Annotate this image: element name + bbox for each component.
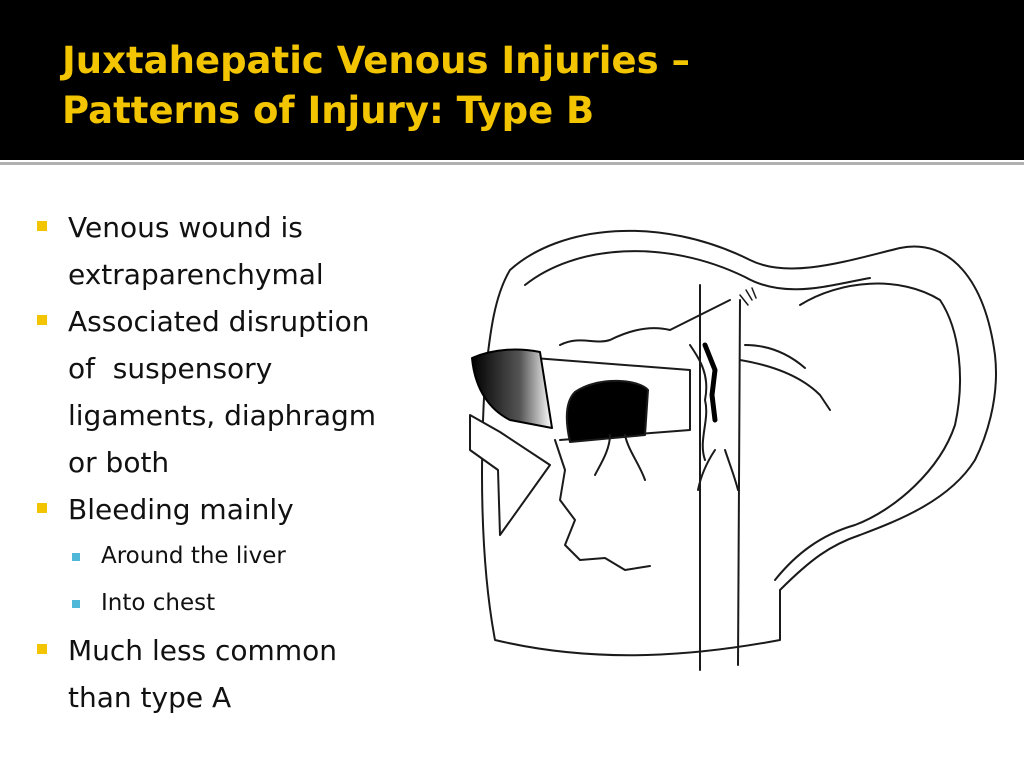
vena-cava-line — [738, 300, 740, 665]
vessel-branch — [740, 360, 830, 410]
ligament-hatching — [740, 288, 756, 305]
tear-line — [560, 300, 730, 345]
bullet-item-associated-disruption — [32, 298, 452, 486]
bullet-list — [32, 204, 452, 721]
tear-line — [690, 345, 706, 460]
sub-bullet-item-into-chest — [32, 580, 452, 627]
vessel-branch — [595, 435, 610, 475]
square-bullet-icon — [37, 221, 47, 231]
slide-title — [62, 36, 962, 136]
bullet-text: ligaments, diaphragm — [68, 399, 377, 432]
rupture-hole — [567, 381, 648, 442]
liver-injury-diagram-icon — [460, 200, 1010, 680]
title-line-1: Juxtahepatic Venous Injuries – — [62, 39, 690, 82]
title-line-2: Patterns of Injury: Type B — [62, 89, 595, 132]
square-bullet-icon — [37, 644, 47, 654]
square-sub-bullet-icon — [72, 553, 80, 561]
bullet-text: than type A — [68, 681, 232, 714]
bullet-text: or both — [68, 446, 170, 479]
title-bar — [0, 0, 1024, 160]
bullet-text: extraparenchymal — [68, 258, 324, 291]
vessel-branch — [725, 450, 738, 490]
bullet-text: of suspensory — [68, 352, 273, 385]
bullet-item-venous-wound — [32, 204, 452, 298]
square-sub-bullet-icon — [72, 600, 80, 608]
title-divider — [0, 162, 1024, 165]
bullet-item-less-common — [32, 627, 452, 721]
square-bullet-icon — [37, 503, 47, 513]
bullet-text: Much less common — [68, 634, 337, 667]
bullet-text: Bleeding mainly — [68, 493, 294, 526]
sub-bullet-text: Around the liver — [101, 543, 286, 569]
bullet-text: Venous wound is — [68, 211, 303, 244]
sub-bullet-text: Into chest — [101, 590, 216, 616]
bullet-text: Associated disruption — [68, 305, 370, 338]
sub-bullet-item-around-liver — [32, 533, 452, 580]
vessel-branch — [625, 435, 645, 480]
bullet-item-bleeding — [32, 486, 452, 533]
vessel-branch — [745, 345, 805, 368]
liver-inner-contour — [525, 251, 870, 289]
square-bullet-icon — [37, 315, 47, 325]
liver-right-lobe — [775, 284, 960, 580]
